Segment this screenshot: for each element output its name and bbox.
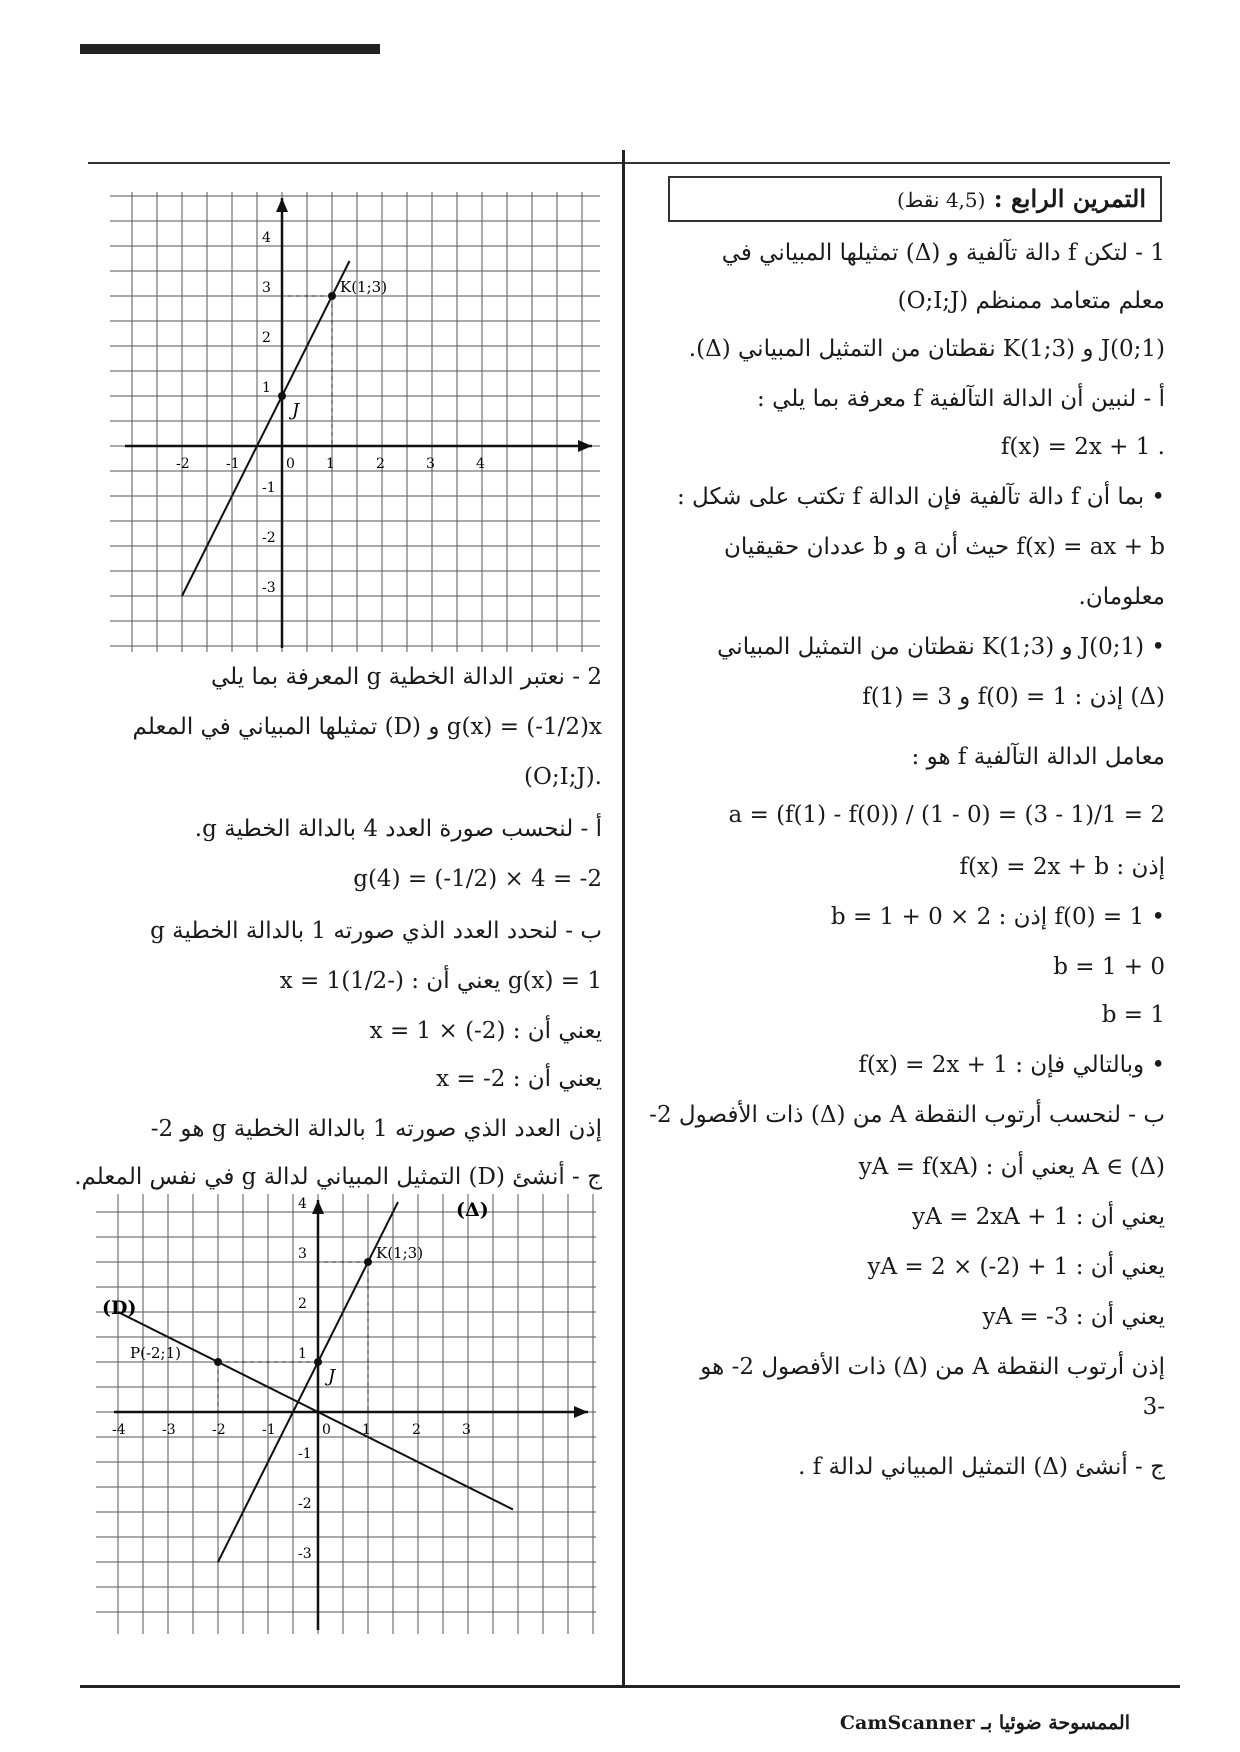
y-tick-label: 2 <box>262 330 271 346</box>
x-tick-label: -1 <box>262 1422 276 1438</box>
x-tick-label: 2 <box>376 456 385 472</box>
y-axis-arrow <box>312 1200 324 1214</box>
text-line: • بما أن f دالة تآلفية فإن الدالة f تكتب على شكل : <box>676 484 1165 510</box>
text-line: معامل الدالة التآلفية f هو : <box>911 744 1165 770</box>
text-line: معلم متعامد ممنظم (O;I;J) <box>897 288 1165 314</box>
text-line: 0 + b = 1 <box>1053 954 1165 980</box>
point-label: J <box>292 400 300 421</box>
text-line: -3 <box>1142 1394 1165 1420</box>
exercise-points: (4,5 نقط) <box>896 188 986 212</box>
x-axis-arrow <box>574 1406 588 1418</box>
y-axis-arrow <box>276 198 288 212</box>
y-tick-label: 3 <box>262 280 271 296</box>
y-tick-label: -2 <box>262 530 276 546</box>
text-line: 2 - نعتبر الدالة الخطية g المعرفة بما يلي <box>211 664 602 690</box>
y-tick-label: 4 <box>262 230 271 246</box>
frame-top-rule <box>88 162 1170 164</box>
y-tick-label: 4 <box>298 1196 307 1212</box>
exercise-title: التمرين الرابع : <box>993 184 1146 213</box>
text-line: إذن : f(x) = 2x + b <box>959 854 1165 880</box>
text-line: A ∈ (Δ) يعني أن : yA = f(xA) <box>858 1154 1165 1180</box>
graph-delta-and-d <box>96 1194 596 1634</box>
x-tick-label: -2 <box>176 456 190 472</box>
x-tick-label: 4 <box>476 456 485 472</box>
text-line: 1 - لتكن f دالة تآلفية و (Δ) تمثيلها المبياني في <box>721 240 1165 266</box>
point <box>278 392 286 400</box>
text-line: f(x) = ax + b حيث أن a و b عددان حقيقيان <box>724 534 1165 560</box>
x-tick-label: 0 <box>286 456 295 472</box>
text-line: ب - لنحسب أرتوب النقطة A من (Δ) ذات الأفصول 2- <box>649 1102 1165 1128</box>
x-tick-label: 1 <box>362 1422 371 1438</box>
text-line: إذن العدد الذي صورته 1 بالدالة الخطية g هو 2- <box>150 1116 602 1142</box>
text-line: يعني أن : yA = 2 × (-2) + 1 <box>867 1254 1165 1280</box>
y-tick-label: 3 <box>298 1246 307 1262</box>
y-tick-label: -3 <box>298 1546 312 1562</box>
left-column <box>74 660 602 1190</box>
text-line: g(x) = (-1/2)x و (D) تمثيلها المبياني في المعلم <box>132 714 602 740</box>
text-line: يعني أن : x = -2 <box>436 1066 602 1092</box>
text-line: • J(0;1) و K(1;3) نقطتان من التمثيل المبياني <box>717 634 1165 660</box>
text-line: J(0;1) و K(1;3) نقطتان من التمثيل المبياني (Δ). <box>688 336 1165 362</box>
right-column <box>649 236 1165 1516</box>
line-label: (D) <box>102 1297 137 1319</box>
point-label: P(-2;1) <box>130 1344 182 1362</box>
y-tick-label: -1 <box>298 1446 312 1462</box>
text-line: g(4) = (-1/2) × 4 = -2 <box>353 866 602 892</box>
text-line: معلومان. <box>1078 584 1165 610</box>
text-line: أ - لنحسب صورة العدد 4 بالدالة الخطية g. <box>194 816 602 842</box>
line-label: (Δ) <box>456 1199 489 1221</box>
text-line: • f(0) = 1 إذن : 2 × 0 + b = 1 <box>830 904 1165 930</box>
text-line: ج - أنشئ (Δ) التمثيل المبياني لدالة f . <box>798 1454 1165 1480</box>
x-axis-arrow <box>578 440 592 452</box>
text-line: أ - لنبين أن الدالة التآلفية f معرفة بما يلي : <box>757 386 1165 412</box>
scanner-footer: الممسوحة ضوئيا بـ CamScanner <box>839 1712 1130 1734</box>
text-line: يعني أن : yA = 2xA + 1 <box>912 1204 1165 1230</box>
y-tick-label: -2 <box>298 1496 312 1512</box>
y-tick-label: 1 <box>298 1346 307 1362</box>
x-tick-label: -3 <box>162 1422 176 1438</box>
text-line: إذن أرتوب النقطة A من (Δ) ذات الأفصول 2- هو <box>700 1354 1165 1380</box>
point <box>314 1358 322 1366</box>
text-line: • وبالتالي فإن : f(x) = 2x + 1 <box>858 1052 1165 1078</box>
point-label: J <box>328 1366 336 1387</box>
y-tick-label: -1 <box>262 480 276 496</box>
top-decoration-bar <box>80 44 380 54</box>
y-tick-label: 1 <box>262 380 271 396</box>
x-tick-label: 3 <box>462 1422 471 1438</box>
point-label: K(1;3) <box>340 278 388 296</box>
x-tick-label: 2 <box>412 1422 421 1438</box>
column-divider <box>622 150 625 1685</box>
x-tick-label: 0 <box>322 1422 331 1438</box>
y-tick-label: -3 <box>262 580 276 596</box>
text-line: g(x) = 1 يعني أن : (-1/2)x = 1 <box>279 968 602 994</box>
graph-delta <box>110 192 600 652</box>
frame-bottom-rule <box>80 1685 1180 1688</box>
x-tick-label: -4 <box>112 1422 126 1438</box>
x-tick-label: -1 <box>226 456 240 472</box>
point-label: K(1;3) <box>376 1244 424 1262</box>
x-tick-label: -2 <box>212 1422 226 1438</box>
text-line: يعني أن : yA = -3 <box>982 1304 1165 1330</box>
text-line: . f(x) = 2x + 1 <box>1000 434 1165 460</box>
x-tick-label: 3 <box>426 456 435 472</box>
text-line: (Δ) إذن : f(0) = 1 و f(1) = 3 <box>862 684 1165 710</box>
text-line: b = 1 <box>1101 1002 1165 1028</box>
x-tick-label: 1 <box>326 456 335 472</box>
formula-line: a = (f(1) - f(0)) / (1 - 0) = (3 - 1)/1 = 2 <box>728 802 1165 828</box>
text-line: .(O;I;J) <box>524 764 602 790</box>
text-line: ج - أنشئ (D) التمثيل المبياني لدالة g في نفس المعلم. <box>74 1164 602 1190</box>
y-tick-label: 2 <box>298 1296 307 1312</box>
text-line: يعني أن : x = 1 × (-2) <box>369 1018 602 1044</box>
text-line: ب - لنحدد العدد الذي صورته 1 بالدالة الخطية g <box>150 918 602 944</box>
exercise-title-box <box>668 176 1162 222</box>
